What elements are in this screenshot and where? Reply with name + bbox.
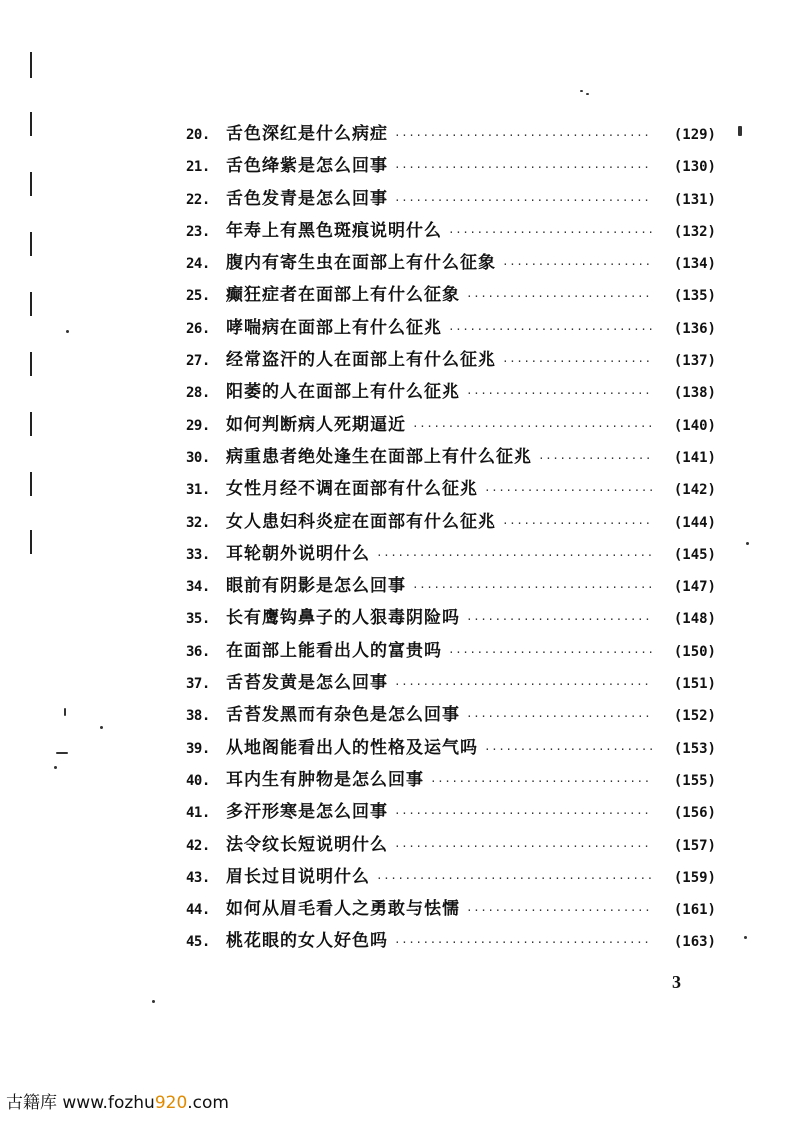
toc-entry-page: (157) [673,837,716,854]
toc-entry-title: 舌色绛紫是怎么回事 [226,156,388,177]
scan-speck [738,126,742,136]
toc-entry-number: 31. [186,482,210,499]
toc-dot-leader [394,927,652,959]
toc-entry-page: (138) [673,385,716,402]
scan-margin-mark [30,52,32,78]
toc-entry-number: 29. [186,417,210,434]
toc-dot-leader [466,895,652,927]
toc-entry-page: (155) [673,772,716,789]
toc-dot-leader [394,152,652,184]
watermark-url-suffix: .com [187,1093,229,1113]
toc-entry-page: (150) [673,643,716,660]
scan-margin-mark [30,292,32,316]
toc-entry-number: 36. [186,643,210,660]
toc-entry [186,312,716,344]
toc-entry [186,279,716,311]
scan-speck [586,93,589,95]
toc-entry-title: 眼前有阴影是怎么回事 [226,576,406,597]
toc-entry-number: 26. [186,320,210,337]
toc-entry [186,796,716,828]
toc-entry-number: 42. [186,837,210,854]
toc-entry [186,667,716,699]
toc-entry [186,829,716,861]
toc-dot-leader [394,798,652,830]
toc-entry-page: (153) [673,740,716,757]
toc-dot-leader [502,249,652,281]
toc-entry-title: 长有鹰钩鼻子的人狠毒阴险吗 [226,608,460,629]
toc-entry-number: 34. [186,579,210,596]
toc-dot-leader [394,669,652,701]
scan-margin-mark [30,112,32,136]
toc-entry-page: (147) [673,579,716,596]
toc-entry-page: (156) [673,805,716,822]
toc-entry-page: (130) [673,159,716,176]
toc-entry [186,635,716,667]
toc-entry [186,150,716,182]
toc-entry [186,376,716,408]
scan-speck [580,90,583,92]
toc-entry-page: (136) [673,320,716,337]
page-number: 3 [672,972,681,992]
toc-entry-page: (135) [673,288,716,305]
scan-margin-mark [30,232,32,256]
toc-entry-page: (132) [673,223,716,240]
watermark-label: 古籍库 [6,1093,57,1113]
toc-dot-leader [376,863,652,895]
scan-speck [64,708,66,716]
toc-entry-number: 43. [186,869,210,886]
toc-dot-leader [394,120,652,152]
toc-dot-leader [448,637,652,669]
toc-dot-leader [376,540,652,572]
toc-entry-title: 法令纹长短说明什么 [226,834,388,855]
toc-entry-page: (129) [673,127,716,143]
toc-entry [186,764,716,796]
toc-entry [186,861,716,893]
toc-dot-leader [484,475,652,507]
scan-margin-mark [30,530,32,554]
toc-entry [186,441,716,473]
toc-entry-number: 25. [186,288,210,305]
toc-dot-leader [412,411,652,443]
toc-entry-page: (144) [673,514,716,531]
toc-dot-leader [502,508,652,540]
toc-entry-number: 33. [186,546,210,563]
toc-entry [186,344,716,376]
scan-speck [54,766,57,769]
toc-entry-title: 女人患妇科炎症在面部有什么征兆 [226,511,496,532]
toc-entry-title: 腹内有寄生虫在面部上有什么征象 [226,253,496,274]
toc-entry [186,732,716,764]
toc-entry-title: 经常盗汗的人在面部上有什么征兆 [226,350,496,371]
toc-entry-number: 40. [186,772,210,789]
toc-entry-title: 阳萎的人在面部上有什么征兆 [226,382,460,403]
toc-entry-title: 舌苔发黑而有杂色是怎么回事 [226,705,460,726]
toc-entry [186,118,716,150]
toc-entry-title: 年寿上有黑色斑痕说明什么 [226,220,442,241]
toc-entry-page: (131) [673,191,716,208]
watermark-url-prefix: www.fozhu [62,1093,155,1113]
toc-entry [186,409,716,441]
scan-speck [152,1000,155,1003]
scan-speck [66,330,69,333]
toc-entry-title: 病重患者绝处逢生在面部上有什么征兆 [226,446,532,467]
scan-speck [56,752,68,754]
toc-entry [186,925,716,957]
toc-entry-title: 桃花眼的女人好色吗 [226,931,388,952]
table-of-contents [186,118,716,958]
toc-entry-title: 舌苔发黄是怎么回事 [226,673,388,694]
toc-dot-leader [466,281,652,313]
toc-dot-leader [430,766,652,798]
toc-dot-leader [394,831,652,863]
toc-entry-number: 30. [186,449,210,466]
scan-speck [746,542,749,545]
toc-entry [186,473,716,505]
toc-entry-number: 35. [186,611,210,628]
site-watermark [6,1088,229,1113]
toc-dot-leader [538,443,652,475]
toc-entry [186,538,716,570]
toc-entry-page: (161) [673,902,716,919]
scan-margin-mark [30,472,32,496]
toc-entry-number: 39. [186,740,210,757]
toc-dot-leader [466,701,652,733]
scan-margin-mark [30,352,32,376]
scan-margin-mark [30,172,32,196]
toc-entry-title: 癫狂症者在面部上有什么征象 [226,285,460,306]
scan-speck [744,936,747,939]
toc-dot-leader [484,734,652,766]
toc-entry-number: 45. [186,934,210,951]
toc-entry-number: 28. [186,385,210,402]
toc-entry [186,506,716,538]
toc-entry-number: 37. [186,676,210,693]
toc-entry-page: (159) [673,869,716,886]
toc-entry-page: (142) [673,482,716,499]
toc-entry-number: 38. [186,708,210,725]
toc-entry-number: 21. [186,159,210,176]
toc-entry [186,183,716,215]
toc-entry-title: 耳内生有肿物是怎么回事 [226,769,424,790]
toc-entry-page: (134) [673,256,716,273]
toc-entry-title: 多汗形寒是怎么回事 [226,802,388,823]
toc-entry-title: 舌色深红是什么病症 [226,124,388,144]
toc-entry-title: 耳轮朝外说明什么 [226,543,370,564]
toc-entry [186,602,716,634]
toc-dot-leader [502,346,652,378]
toc-dot-leader [412,572,652,604]
toc-entry-number: 32. [186,514,210,531]
toc-entry-page: (141) [673,449,716,466]
toc-entry [186,570,716,602]
toc-entry [186,215,716,247]
toc-entry-page: (151) [673,676,716,693]
toc-entry-number: 27. [186,353,210,370]
watermark-url-number: 920 [154,1093,188,1113]
toc-entry [186,893,716,925]
toc-entry-page: (152) [673,708,716,725]
toc-entry [186,699,716,731]
toc-dot-leader [394,185,652,217]
toc-entry-number: 24. [186,256,210,273]
toc-entry-title: 如何判断病人死期逼近 [226,414,406,435]
toc-entry-title: 哮喘病在面部上有什么征兆 [226,317,442,338]
toc-entry-number: 23. [186,223,210,240]
toc-entry-number: 41. [186,805,210,822]
toc-entry-title: 眉长过目说明什么 [226,866,370,887]
toc-dot-leader [448,217,652,249]
toc-dot-leader [448,314,652,346]
toc-entry [186,247,716,279]
toc-entry-page: (148) [673,611,716,628]
toc-entry-page: (145) [673,546,716,563]
toc-entry-number: 20. [186,127,210,143]
toc-entry-page: (163) [673,934,716,951]
toc-dot-leader [466,378,652,410]
scan-speck [100,726,103,729]
toc-entry-page: (137) [673,353,716,370]
toc-entry-title: 女性月经不调在面部有什么征兆 [226,479,478,500]
toc-entry-page: (140) [673,417,716,434]
toc-entry-title: 舌色发青是怎么回事 [226,188,388,209]
toc-entry-number: 22. [186,191,210,208]
toc-entry-title: 从地阁能看出人的性格及运气吗 [226,737,478,758]
scan-margin-mark [30,412,32,436]
toc-entry-title: 在面部上能看出人的富贵吗 [226,640,442,661]
toc-entry-title: 如何从眉毛看人之勇敢与怯懦 [226,899,460,920]
toc-entry-number: 44. [186,902,210,919]
toc-dot-leader [466,604,652,636]
